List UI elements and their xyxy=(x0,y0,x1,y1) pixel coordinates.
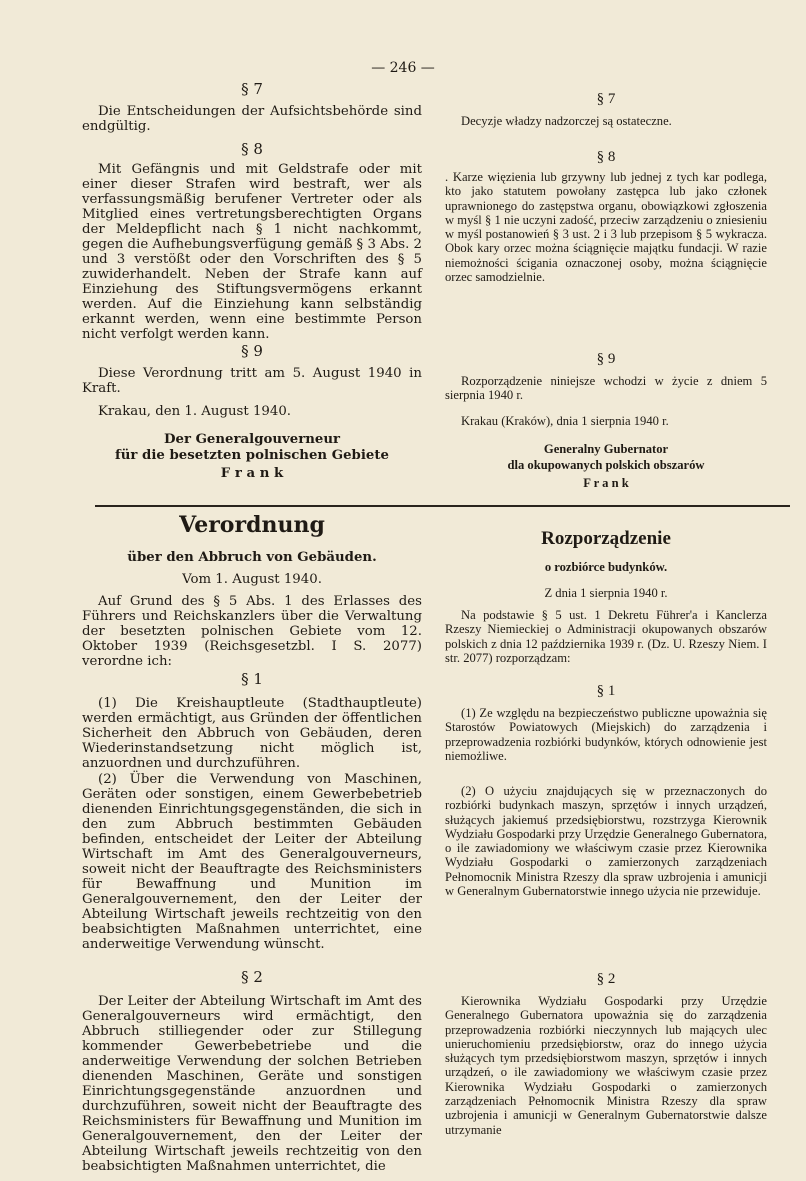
signature-title-de: Der Generalgouverneur xyxy=(163,432,341,447)
ordinance-section-1-para-1-pl: (1) Ze względu na bezpieczeństwo publiczne upoważnia się Starostów Powiatowych (Miejskich) do zarządzenia i przeprowadzenia rozbiórki budynków, których odnowienie jest niemożliwe. xyxy=(445,706,767,763)
section-8-text-pl: . Karze więzienia lub grzywny lub jednej z tych kar podlega, kto jako statutem powołany zastępca lub jako członek uprawnionego do zastępstwa organu, obowiązkowi zgłoszenia w myśl § 1 nie uczyni zadość, przeciw zarządzeniu o zniesieniu w myśl postanowień § 3 ust. 2 i 3 lub przepisom § 5 wykracza. Obok kary orzec można ściągnięcie majątku fundacji. W razie niemożności ścigania oznaczonej osoby, można ściągnięcie orzec samodzielnie. xyxy=(445,170,767,285)
section-8-text-de: Mit Gefängnis und mit Geldstrafe oder mit einer dieser Strafen wird bestraft, wer als verfassungsmäßig berufener Vertreter oder als Mitglied eines vertretungsberechtigten Organs der Meldepflicht nach § 1 nicht nachkommt, gegen die Aufhebungsverfügung gemäß § 3 Abs. 2 und 3 verstößt oder den Vorschriften des § 5 zuwiderhandelt. Neben der Strafe kann auf Einziehung des Stiftungsvermögens erkannt werden. Auf die Einziehung kann selbständig erkannt werden, wenn eine bestimmte Person nicht verfolgt werden kann. xyxy=(82,162,422,342)
german-column-top xyxy=(82,82,422,502)
place-date-de: Krakau, den 1. August 1940. xyxy=(98,404,292,419)
section-7-heading-pl: § 7 xyxy=(596,91,616,107)
ordinance-subtitle-pl: o rozbiórce budynków. xyxy=(544,560,668,574)
ordinance-section-1-heading-pl: § 1 xyxy=(596,683,616,699)
page-number: — 246 — xyxy=(371,60,435,76)
signature-region-de: für die besetzten polnischen Gebiete xyxy=(115,448,389,463)
section-8-heading-pl: § 8 xyxy=(596,149,616,165)
section-9-text-pl: Rozporządzenie niniejsze wchodzi w życie z dniem 5 sierpnia 1940 r. xyxy=(445,374,767,403)
ordinance-subtitle-de: über den Abbruch von Gebäuden. xyxy=(127,550,377,565)
ordinance-section-1-heading-de: § 1 xyxy=(241,670,263,688)
ordinance-section-2-text-de: Der Leiter der Abteilung Wirtschaft im Amt des Generalgouverneurs wird ermächtigt, den Abbruch stilliegender oder zur Stillegung kommender Gewerbebetriebe und die anderweitige Verwendung der solchen Betrieben dienenden Maschinen, Geräte und sonstigen Einrichtungsgegenstände anzuordnen und durchzuführen, soweit nicht der Beauftragte des Reichsministers für Bewaffnung und Munition im Generalgouvernement, den der Leiter der Abteilung Wirtschaft jeweils rechtzeitig von den beabsichtigten Maßnahmen unterrichtet, die xyxy=(82,994,422,1174)
section-divider xyxy=(95,505,790,507)
section-7-heading-de: § 7 xyxy=(241,80,263,98)
ordinance-section-1-para-1-de: (1) Die Kreishauptleute (Stadthauptleute) werden ermächtigt, aus Gründen der öffentlichen Sicherheit den Abbruch von Gebäuden, deren Wiederinstandsetzung nicht möglich ist, anzuordnen und durchzuführen. xyxy=(82,696,422,771)
ordinance-section-2-text-pl: Kierownika Wydziału Gospodarki przy Urzędzie Generalnego Gubernatora upoważnia się do zarządzenia przeprowadzenia rozbiórki nieczynnych lub mających ulec unieruchomieniu przedsiębiorstw, oraz do innego użycia służących tym przedsiębiorstwom maszyn, sprzętów i innych urządzeń, o ile zawiadomiony we właściwym czasie przez Kierownika Wydziału Gospodarki o zamierzonych zarządzeniach Pełnomocnik Ministra Rzeszy dla spraw uzbrojenia i amunicji w Generalnym Gubernatorstwie dalsze utrzymanie xyxy=(445,994,767,1137)
section-7-text-pl: Decyzje władzy nadzorczej są ostateczne. xyxy=(461,114,672,128)
ordinance-date-pl: Z dnia 1 sierpnia 1940 r. xyxy=(544,586,668,600)
ordinance-section-2-heading-de: § 2 xyxy=(241,968,263,986)
section-9-heading-de: § 9 xyxy=(241,342,263,360)
preamble-de: Auf Grund des § 5 Abs. 1 des Erlasses des Führers und Reichskanzlers über die Verwaltung der besetzten polnischen Gebiete vom 12. Oktober 1939 (Reichsgesetzbl. I S. 2077) verordne ich: xyxy=(82,594,422,669)
signature-title-pl: Generalny Gubernator xyxy=(543,442,669,456)
ordinance-title-pl: Rozporządzenie xyxy=(541,528,671,549)
signature-name-de: F r a n k xyxy=(220,466,284,481)
polish-column-bottom xyxy=(445,528,767,1157)
polish-column-top xyxy=(445,92,767,502)
signature-region-pl: dla okupowanych polskich obszarów xyxy=(507,458,705,472)
ordinance-date-de: Vom 1. August 1940. xyxy=(182,572,322,587)
ordinance-section-1-para-2-de: (2) Über die Verwendung von Maschinen, Geräten oder sonstigen, einem Gewerbebetrieb dienenden Einrichtungsgegenständen, die sich in den zum Abbruch bestimmten Gebäuden befinden, entscheidet der Leiter der Abteilung Wirtschaft im Amt des Generalgouverneurs, soweit nicht der Beauftragte des Reichsministers für Bewaffnung und Munition im Generalgouvernement, den der Leiter der Abteilung Wirtschaft jeweils rechtzeitig von den beabsichtigten Maßnahmen unterrichtet, eine anderweitige Verwendung wünscht. xyxy=(82,772,422,952)
ordinance-title-de: Verordnung xyxy=(179,512,325,538)
section-7-text-de: Die Entscheidungen der Aufsichtsbehörde sind endgültig. xyxy=(82,104,422,134)
section-9-heading-pl: § 9 xyxy=(596,351,616,367)
preamble-pl: Na podstawie § 5 ust. 1 Dekretu Führer'a i Kanclerza Rzeszy Niemieckiej o Administracji okupowanych obszarów polskich z dnia 12 października 1939 r. (Dz. U. Rzeszy Niem. I str. 2077) rozporządzam: xyxy=(445,608,767,665)
section-8-heading-de: § 8 xyxy=(241,140,263,158)
ordinance-section-1-para-2-pl: (2) O użyciu znajdujących się w przeznaczonych do rozbiórki budynkach maszyn, sprzętów i innych urządzeń, służących jakiemuś przedsiębiorstwu, rozstrzyga Kierownik Wydziału Gospodarki przy Urzędzie Generalnego Gubernatora, o ile zawiadomiony we właściwym czasie przez Kierownika Wydziału Gospodarki o zamierzonych zarządzeniach Pełnomocnik Ministra Rzeszy dla spraw uzbrojenia i amunicji w Generalnym Gubernatorstwie innego użycia nie przewiduje. xyxy=(445,784,767,899)
place-date-pl: Krakau (Kraków), dnia 1 sierpnia 1940 r. xyxy=(461,414,669,428)
german-column-bottom xyxy=(82,512,422,1174)
section-9-text-de: Diese Verordnung tritt am 5. August 1940 in Kraft. xyxy=(82,366,422,396)
signature-name-pl: F r a n k xyxy=(583,476,629,490)
ordinance-section-2-heading-pl: § 2 xyxy=(596,971,616,987)
